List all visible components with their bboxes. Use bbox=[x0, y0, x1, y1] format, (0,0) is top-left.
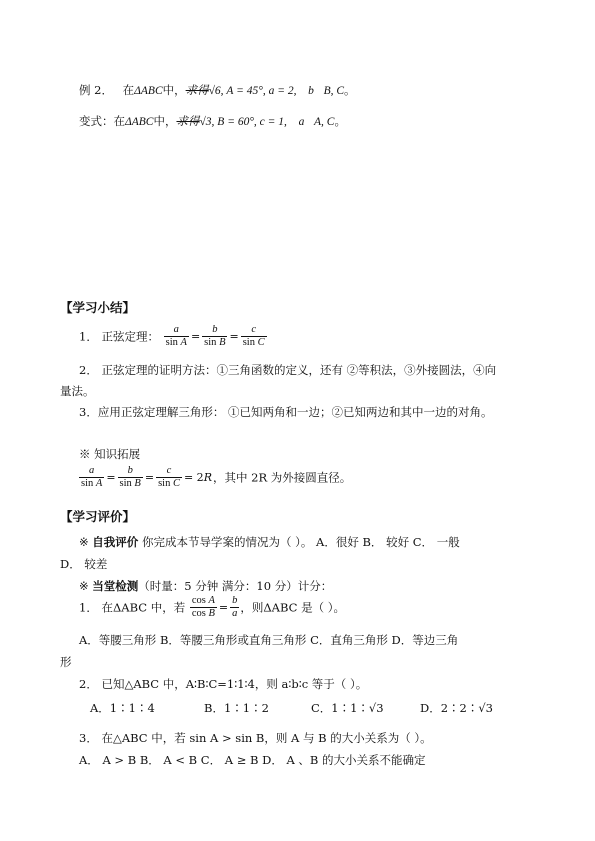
summary-item-1-label: 1． 正弦定理： bbox=[79, 329, 159, 344]
extension-heading: ※ 知识拓展 bbox=[79, 447, 141, 461]
variant-end: 。 bbox=[334, 114, 346, 128]
example-label: 例 2． bbox=[79, 83, 113, 97]
unknown-angles: B, C bbox=[323, 85, 345, 97]
ext-fraction-a: $\frac{a}{\text{sin A}}$ bbox=[81, 465, 103, 489]
question-2: 2． 已知△ABC 中，A∶B∶C=1∶1∶4，则 a∶b∶c 等于（ ）。 bbox=[79, 677, 368, 691]
fraction-c-sinC: $\frac{c}{\text{sin C}}$ bbox=[242, 324, 265, 348]
q2-option-c: C．1∶1∶√3 bbox=[311, 701, 384, 715]
self-mark: ※ bbox=[79, 535, 93, 549]
q1-options: A．等腰三角形 B．等腰三角形或直角三角形 C．直角三角形 D．等边三角 bbox=[79, 633, 459, 647]
variant-prefix: 在 bbox=[113, 114, 125, 128]
q3-options: A． A > B B． A < B C． A ≥ B D． A 、B 的大小关系不能确定 bbox=[79, 753, 426, 767]
fraction-b-sinB: $\frac{b}{\text{sin B}}$ bbox=[204, 324, 226, 348]
q1-fraction-ba: $\frac{b}{a}$ bbox=[232, 595, 238, 619]
question-1: 1． 在ΔABC 中，若 $\frac{\text{cos A}}{\text{cos B}}$ = $\frac{b}{a}$ ，则ΔABC 是（ ）。 bbox=[79, 595, 346, 619]
example-conditions: √6, A = 45°, a = 2, bbox=[208, 85, 297, 97]
variant-struck-word: 求得 bbox=[176, 114, 200, 128]
variant-unknown-side: a bbox=[298, 116, 305, 128]
variant-conditions: √3, B = 60°, c = 1, bbox=[199, 116, 287, 128]
summary-item-2: 2． 正弦定理的证明方法：①三角函数的定义，还有 ②等积法，③外接圆法，④向 bbox=[79, 363, 497, 377]
quiz-mark: ※ bbox=[79, 579, 93, 593]
ext-fraction-b: $\frac{b}{\text{sin B}}$ bbox=[119, 465, 141, 489]
self-evaluation-label: 自我评价 bbox=[92, 535, 139, 549]
variant-label: 变式： bbox=[79, 114, 114, 128]
extension-tail: ，其中 2R 为外接圆直径。 bbox=[212, 470, 352, 485]
q1-fraction-cos: $\frac{\text{cos A}}{\text{cos B}}$ bbox=[191, 595, 215, 619]
self-evaluation-text: 你完成本节导学案的情况为（ ）。 A．很好 B． 较好 C． 一般 bbox=[138, 535, 460, 549]
example-mid: 中， bbox=[162, 83, 186, 97]
self-evaluation-cont: D． 较差 bbox=[60, 557, 108, 571]
fraction-a-sinA: $\frac{a}{\text{sin A}}$ bbox=[165, 324, 187, 348]
unknown-side: b bbox=[308, 85, 314, 97]
q2-option-a: A．1∶1∶4 bbox=[90, 701, 155, 715]
q1-prefix: 1． 在ΔABC 中，若 bbox=[79, 600, 186, 615]
example-prefix: 在 bbox=[122, 83, 135, 97]
quiz-label: 当堂检测 bbox=[92, 579, 139, 593]
evaluation-heading: 【学习评价】 bbox=[60, 509, 136, 524]
q1-options-cont: 形 bbox=[60, 655, 72, 669]
q1-suffix: ，则ΔABC 是（ ）。 bbox=[240, 600, 346, 615]
question-3: 3． 在△ABC 中，若 sin A > sin B，则 A 与 B 的大小关系为（ ）。 bbox=[79, 731, 432, 745]
variant-unknown-angles: A, C bbox=[313, 116, 335, 128]
summary-item-2-cont: 量法。 bbox=[60, 384, 95, 398]
q2-option-b: B．1∶1∶2 bbox=[204, 701, 269, 715]
example-2-line bbox=[79, 82, 356, 98]
variant-mid: 中， bbox=[153, 114, 177, 128]
self-evaluation bbox=[79, 534, 460, 550]
extension-formula: $\frac{a}{\text{sin A}}$ = $\frac{b}{\text{sin B}}$ = $\frac{c}{\text{sin C}}$ = 2R，其中 2R 为外接圆直径。 bbox=[81, 465, 352, 489]
quiz-header bbox=[79, 578, 332, 594]
struck-word: 求得 bbox=[185, 83, 209, 97]
variant-line bbox=[79, 113, 346, 129]
quiz-text: （时量：5 分钟 满分：10 分）计分： bbox=[138, 579, 333, 593]
ext-fraction-c: $\frac{c}{\text{sin C}}$ bbox=[158, 465, 180, 489]
example-end: 。 bbox=[344, 83, 356, 97]
summary-item-1: 1． 正弦定理： $\frac{a}{\text{sin A}}$ = $\frac{b}{\text{sin B}}$ = $\frac{c}{\text{sin C}}$ bbox=[79, 324, 265, 348]
q2-option-d: D．2∶2∶√3 bbox=[420, 701, 493, 715]
triangle-name: ΔABC bbox=[134, 85, 163, 97]
summary-item-3: 3．应用正弦定理解三角形： ①已知两角和一边；②已知两边和其中一边的对角。 bbox=[79, 405, 493, 419]
variant-triangle: ΔABC bbox=[125, 116, 154, 128]
summary-heading: 【学习小结】 bbox=[60, 300, 136, 315]
